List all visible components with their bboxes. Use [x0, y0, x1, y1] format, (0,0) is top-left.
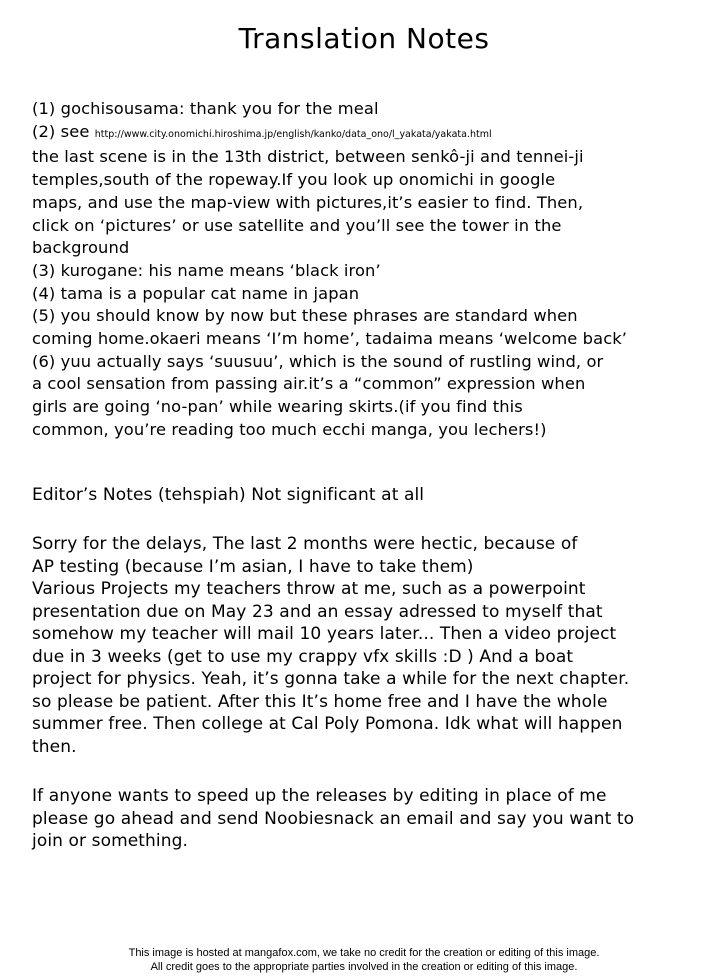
editors-notes-heading: Editor’s Notes (tehspiah) Not significant at all	[32, 485, 425, 505]
note-1: (1) gochisousama: thank you for the meal	[32, 99, 379, 118]
editors-notes-line: Sorry for the delays, The last 2 months were hectic, because of	[32, 534, 578, 554]
editors-notes-line: AP testing (because I’m asian, I have to take them)	[32, 556, 474, 577]
note-2-prefix: (2) see	[32, 121, 95, 141]
note-5-line: coming home.okaeri means ‘I’m home’, tadaima means ‘welcome back’	[32, 329, 628, 349]
editors-notes-line: presentation due on May 23 and an essay adressed to myself that	[32, 601, 603, 622]
editors-notes-line: somehow my teacher will mail 10 years later... Then a video project	[32, 624, 617, 644]
footer-credit-line: All credit goes to the appropriate parties involved in the creation or editing of this image.	[150, 961, 578, 973]
note-4: (4) tama is a popular cat name in japan	[32, 283, 360, 303]
editors-notes-line: Various Projects my teachers throw at me, such as a powerpoint	[32, 579, 586, 599]
note-2-line: background	[32, 238, 130, 258]
note-2-url: http://www.city.onomichi.hiroshima.jp/english/kanko/data_ono/l_yakata/yakata.html	[94, 128, 492, 140]
closing-note-line: If anyone wants to speed up the releases by editing in place of me	[32, 786, 607, 806]
footer-credit-line: This image is hosted at mangafox.com, we take no credit for the creation or editing of this image.	[128, 947, 600, 959]
note-2-line: temples,south of the ropeway.If you look up onomichi in google	[32, 170, 556, 190]
note-6-line: (6) yuu actually says ‘suusuu’, which is the sound of rustling wind, or	[32, 351, 604, 371]
note-2-line: maps, and use the map-view with pictures,it’s easier to find. Then,	[32, 192, 584, 212]
note-6-line: common, you’re reading too much ecchi manga, you lechers!)	[32, 419, 547, 439]
closing-note	[32, 785, 718, 853]
editors-notes-line: so please be patient. After this It’s home free and I have the whole	[32, 691, 608, 712]
note-6-line: a cool sensation from passing air.it’s a “common” expression when	[32, 374, 586, 394]
editors-notes-line: project for physics. Yeah, it’s gonna take a while for the next chapter.	[32, 669, 630, 689]
editors-notes-line: due in 3 weeks (get to use my crappy vfx skills :D ) And a boat	[32, 646, 574, 667]
note-2-line: the last scene is in the 13th district, between senkô-ji and tennei-ji	[32, 147, 584, 167]
translation-notes	[32, 98, 718, 442]
note-2-line: click on ‘pictures’ or use satellite and you’ll see the tower in the	[32, 215, 562, 235]
page-title: Translation Notes	[238, 22, 490, 55]
note-2-header	[32, 121, 718, 147]
note-5-line: (5) you should know by now but these phrases are standard when	[32, 306, 578, 326]
editors-notes-line: then.	[32, 736, 77, 757]
note-6-line: girls are going ‘no-pan’ while wearing skirts.(if you find this	[32, 397, 523, 417]
editors-notes	[32, 533, 718, 758]
closing-note-line: join or something.	[32, 831, 189, 851]
note-3: (3) kurogane: his name means ‘black iron’	[32, 260, 381, 280]
editors-notes-line: summer free. Then college at Cal Poly Pomona. Idk what will happen	[32, 714, 623, 734]
closing-note-line: please go ahead and send Noobiesnack an email and say you want to	[32, 808, 635, 829]
